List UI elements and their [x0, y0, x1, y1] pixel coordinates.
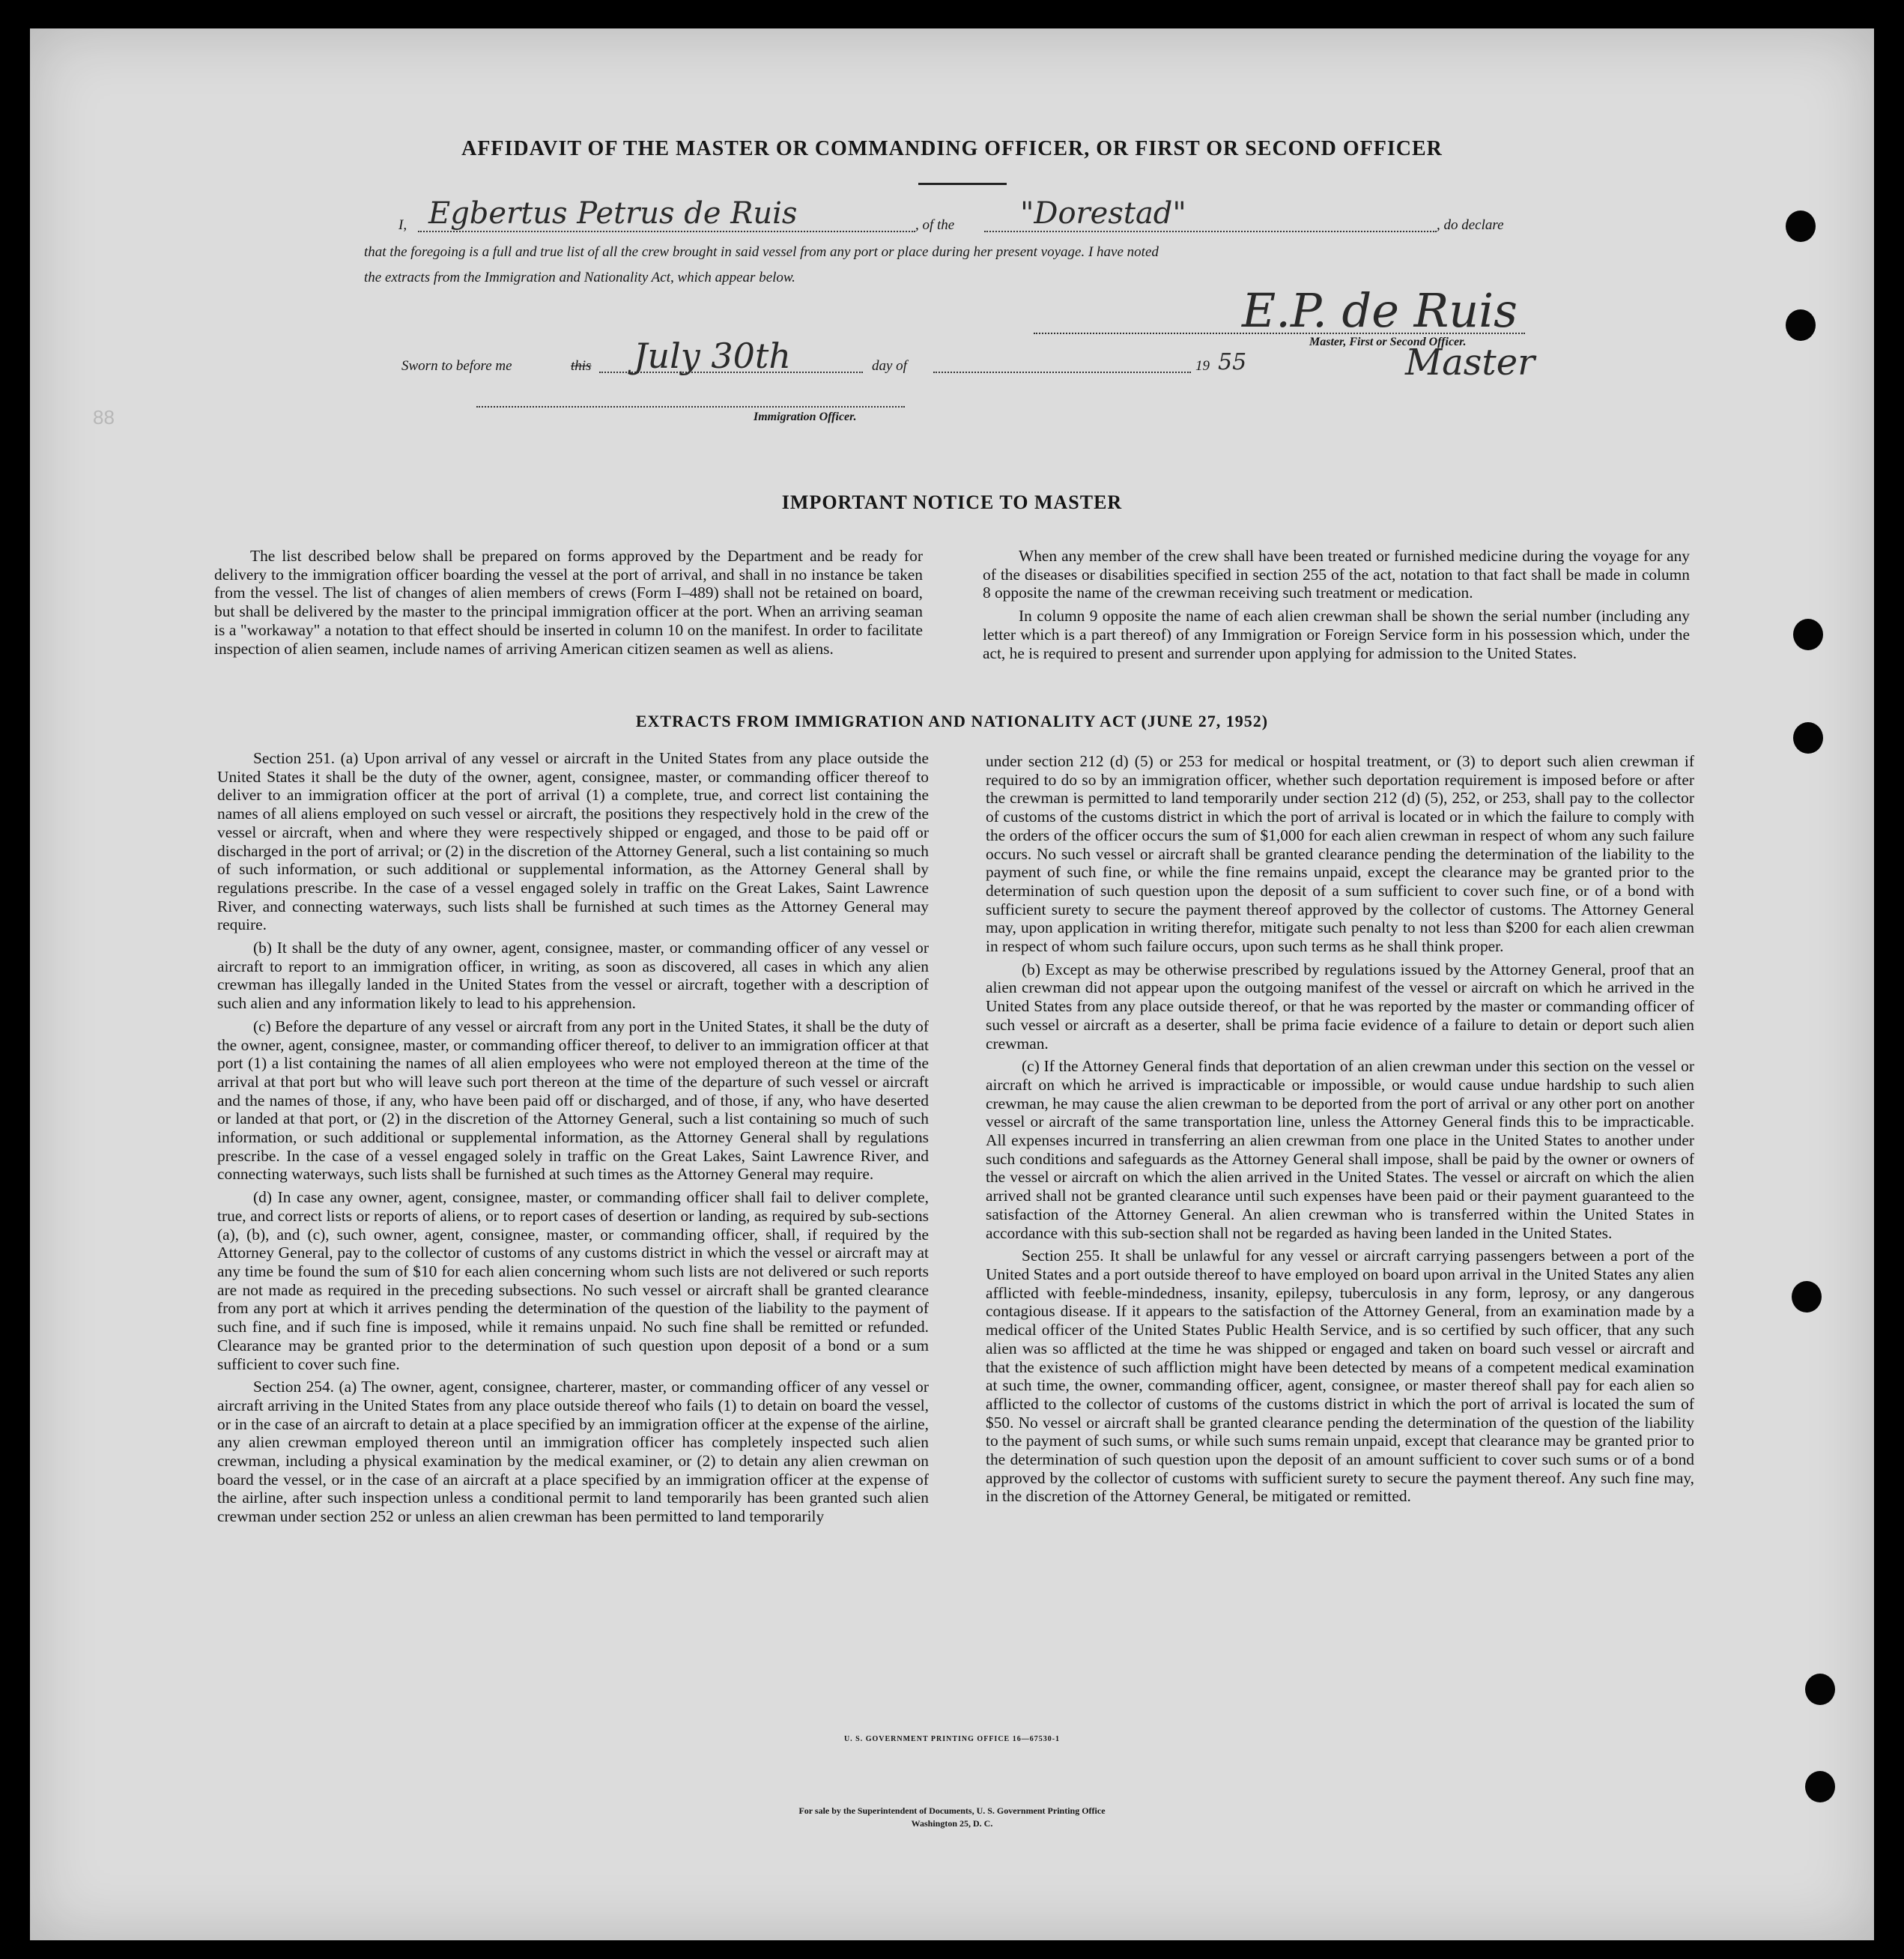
sworn-prefix: Sworn to before me: [401, 358, 512, 374]
officer-underline: [476, 406, 905, 408]
vessel-underline: [984, 231, 1437, 232]
notice-right-column: [983, 547, 1690, 667]
margin-mark: 88: [93, 406, 115, 429]
punch-hole: [1805, 1771, 1835, 1802]
extract-paragraph: Section 255. It shall be unlawful for any vessel or aircraft carrying passengers between a port of the United States and a port outside thereof to have employed on board upon arrival in the United States any alien afflicted with feeble-mindedness, insanity, epilepsy, tuberculosis in any form, leprosy, or any dangerous contagious disease. If it appears to the satisfaction of the Attorney General, from an examination made by a medical officer of the United States Public Health Service, and is so certified by such officer, that any such alien was so afflicted at the time he was shipped or engaged and taken on board such vessel or aircraft and that the existence of such affliction might have been detected by means of a competent medical examination at such time, the owner, commanding officer, agent, consignee, or master thereof shall pay for each alien so afflicted to the collector of customs of the customs district in which the port of arrival is located the sum of $50. No vessel or aircraft shall be granted clearance pending the determination of the question of the liability to the payment of such sums, or while such sums remain unpaid, except that clearance may be granted prior to the determination of such question upon the deposit of an amount sufficient to cover such sums or of a bond approved by the collector of customs with sufficient surety to secure the payment thereof. Any such fine may, in the discretion of the Attorney General, be mitigated or remitted.: [986, 1247, 1694, 1506]
struck-word: this: [571, 358, 592, 374]
sale-line-1: For sale by the Superintendent of Documents, U. S. Government Printing Office: [798, 1805, 1106, 1816]
day-of-label: day of: [872, 358, 907, 374]
name-underline: [418, 231, 915, 232]
extract-paragraph: (c) Before the departure of any vessel or aircraft from any port in the United States, it shall be the duty of the owner, agent, consignee, master, or commanding officer thereof, to deliver to an immigration officer at that port (1) a list containing the names of all alien employees who were not employed thereon at the time of the arrival at that port but who will leave such port thereon at the time of the departure of such vessel or aircraft and the names of those, if any, who have been paid off or discharged, and of those, if any, who have deserted or landed at that port, or (2) in the discretion of the Attorney General, such a list containing so much of such information, or such additional or supplemental information, as the Attorney General shall by regulations prescribe. In the case of a vessel engaged solely in traffic on the Great Lakes, Saint Lawrence River, and connecting waterways, such lists shall be furnished at such times as the Attorney General may require.: [217, 1017, 929, 1184]
signature-caption: Master, First or Second Officer.: [1309, 336, 1467, 348]
affidavit-i-prefix: I,: [398, 217, 407, 233]
vessel-name-handwritten: "Dorestad": [1020, 196, 1186, 231]
title-handwritten: Master: [1405, 342, 1535, 384]
extract-paragraph: Section 254. (a) The owner, agent, consignee, charterer, master, or commanding officer of any vessel or aircraft arriving in the United States from any place outside thereof who fails (1) to detain on board the vessel, or in the case of an aircraft to detain at a place specified by an immigration officer at the expense of the airline, any alien crewman employed thereon until an immigration officer has completely inspected such alien crewman, including a physical examination by the medical examiner, or (2) to detain any alien crewman on board the vessel, or in the case of an aircraft at a place specified by an immigration officer at the expense of the airline, after such inspection unless a conditional permit to land temporarily has been granted such alien crewman under section 252 or unless an alien crewman has been permitted to land temporarily: [217, 1378, 929, 1526]
punch-hole: [1793, 619, 1823, 650]
month-underline: [933, 372, 1191, 373]
punch-hole: [1786, 309, 1816, 341]
notice-title: IMPORTANT NOTICE TO MASTER: [781, 491, 1123, 513]
affidavit-line-3: the extracts from the Immigration and Nationality Act, which appear below.: [364, 270, 795, 285]
title-rule: [918, 183, 1007, 185]
extract-paragraph: (c) If the Attorney General finds that deportation of an alien crewman under this section on the vessel or aircraft on which he arrived is impracticable or impossible, or would cause undue hardship to such alien crewman, he may cause the alien crewman to be deported from the port of arrival or any other port on another vessel or aircraft of the same transportation line, unless the Attorney General finds this to be impracticable. All expenses incurred in transferring an alien crewman from one place in the United States to another under such conditions and safeguards as the Attorney General shall impose, shall be paid by the owner or owners of the vessel or aircraft on which the alien arrived in the United States. The vessel or aircraft on which the alien arrived shall not be granted clearance until such expenses have been paid or their payment guaranteed to the satisfaction of the Attorney General. An alien crewman who is transferred within the United States in accordance with this sub-section shall not be regarded as having been landed in the United States.: [986, 1057, 1694, 1242]
extract-paragraph: (b) Except as may be otherwise prescribed by regulations issued by the Attorney General, proof that an alien crewman did not appear upon the outgoing manifest of the vessel or aircraft on which he arrived in the United States from any place outside thereof, or that he was reported by the master or commanding officer of such vessel or aircraft as a deserter, shall be prima facie evidence of a failure to detain or deport such alien crewman.: [986, 960, 1694, 1053]
year-prefix: 19: [1195, 358, 1210, 374]
notice-right-paragraph-2: In column 9 opposite the name of each alien crewman shall be shown the serial number (including any letter which is a part thereof) of any Immigration or Foreign Service form in his possession which, under the act, he is required to present and surrender upon applying for admission to the United States.: [983, 607, 1690, 662]
extract-paragraph: Section 251. (a) Upon arrival of any vessel or aircraft in the United States from any place outside the United States it shall be the duty of the owner, agent, consignee, master, or commanding officer thereof to deliver to an immigration officer at the port of arrival (1) a complete, true, and correct list containing the names of all aliens employed on such vessel or aircraft, the positions they respectively hold in the crew of the vessel or aircraft, when and where they were respectively shipped or engaged, and those to be paid off or discharged in the port of arrival; or (2) in the discretion of the Attorney General, such a list containing so much of such information, or such additional or supplemental information, as the Attorney General shall by regulations prescribe. In the case of a vessel engaged solely in traffic on the Great Lakes, Saint Lawrence River, and connecting waterways, such lists shall be furnished at such times as the Attorney General may require.: [217, 749, 929, 934]
master-signature: E.P. de Ruis: [1242, 283, 1518, 338]
officer-caption: Immigration Officer.: [754, 411, 857, 423]
affidavit-do-declare: , do declare: [1437, 217, 1504, 233]
punch-hole: [1805, 1674, 1835, 1705]
affidavit-of-the: , of the: [915, 217, 955, 233]
sworn-date-handwritten: July 30th: [634, 336, 792, 376]
notice-left-column: [214, 547, 923, 662]
year-handwritten: 55: [1218, 349, 1247, 375]
master-name-handwritten: Egbertus Petrus de Ruis: [428, 196, 798, 231]
extract-paragraph: (b) It shall be the duty of any owner, agent, consignee, master, or commanding officer of any vessel or aircraft to report to an immigration officer, in writing, as soon as discovered, all cases in which any alien crewman has illegally landed in the United States from the vessel or aircraft, together with a description of such alien and any information likely to lead to his apprehension.: [217, 939, 929, 1013]
punch-hole: [1786, 211, 1816, 242]
notice-right-paragraph-1: When any member of the crew shall have been treated or furnished medicine during the voyage for any of the diseases or disabilities specified in section 255 of the act, notation to that fact shall be made in column 8 opposite the name of the crewman receiving such treatment or medication.: [983, 547, 1690, 602]
extract-paragraph: (d) In case any owner, agent, consignee, master, or commanding officer shall fail to deliver complete, true, and correct lists or reports of aliens, or to report cases of desertion or landing, as required by sub-sections (a), (b), and (c), such owner, agent, consignee, master, or commanding officer, shall, if required by the Attorney General, pay to the collector of customs of any customs district in which the vessel or aircraft may at any time be found the sum of $10 for each alien concerning whom such lists are not delivered or such reports are not made as required in the preceding subsections. No such vessel or aircraft shall be granted clearance from any port at which it arrives pending the determination of the question of the liability to the payment of such fine, and if such fine is imposed, while it remains unpaid. No such fine shall be remitted or refunded. Clearance may be granted prior to the determination of such question upon deposit of a bond or a sum sufficient to cover such fine.: [217, 1188, 929, 1373]
extract-paragraph: under section 212 (d) (5) or 253 for medical or hospital treatment, or (3) to deport such alien crewman if required to do so by an immigration officer, whether such deportation requirement is imposed before or after the crewman is permitted to land temporarily under section 212 (d) (5), 252, or 253, shall pay to the collector of customs of the customs district in which the port of arrival is located or in which the failure to comply with the orders of the officer occurs the sum of $1,000 for each alien crewman in respect of whom any such failure occurs. No such vessel or aircraft shall be granted clearance pending the determination of the liability to the payment of such fine, or while the fine remains unpaid, except the clearance may be granted prior to the determination of such question upon the deposit of a sum sufficient to cover such fine, or of a bond with sufficient surety to secure the payment thereof approved by the collector of customs. The Attorney General may, upon application in writing therefor, mitigate such penalty to not less than $200 for each alien crewman in respect of whom such failure occurs, upon such terms as he shall think proper.: [986, 752, 1694, 956]
printing-office-line: U. S. GOVERNMENT PRINTING OFFICE 16—67530-1: [843, 1735, 1061, 1743]
notice-left-paragraph: The list described below shall be prepared on forms approved by the Department and be ready for delivery to the immigration officer boarding the vessel at the port of arrival, and shall in no instance be taken from the vessel. The list of changes of alien members of crews (Form I–489) shall not be retained on board, but shall be delivered by the master to the principal immigration officer at the port. When an arriving seaman is a "workaway" a notation to that effect should be inserted in column 10 on the manifest. In order to facilitate inspection of alien seamen, include names of arriving American citizen seamen as well as aliens.: [214, 547, 923, 658]
affidavit-line-2: that the foregoing is a full and true list of all the crew brought in said vessel from any port or place during her present voyage. I have noted: [364, 244, 1159, 260]
extracts-title: EXTRACTS FROM IMMIGRATION AND NATIONALITY ACT (JUNE 27, 1952): [635, 712, 1269, 730]
extracts-left-column: [217, 749, 929, 1530]
extracts-right-column: [986, 752, 1694, 1510]
affidavit-title: AFFIDAVIT OF THE MASTER OR COMMANDING OFFICER, OR FIRST OR SECOND OFFICER: [461, 137, 1443, 160]
sale-line-2: Washington 25, D. C.: [911, 1818, 993, 1829]
punch-hole: [1792, 1281, 1822, 1312]
